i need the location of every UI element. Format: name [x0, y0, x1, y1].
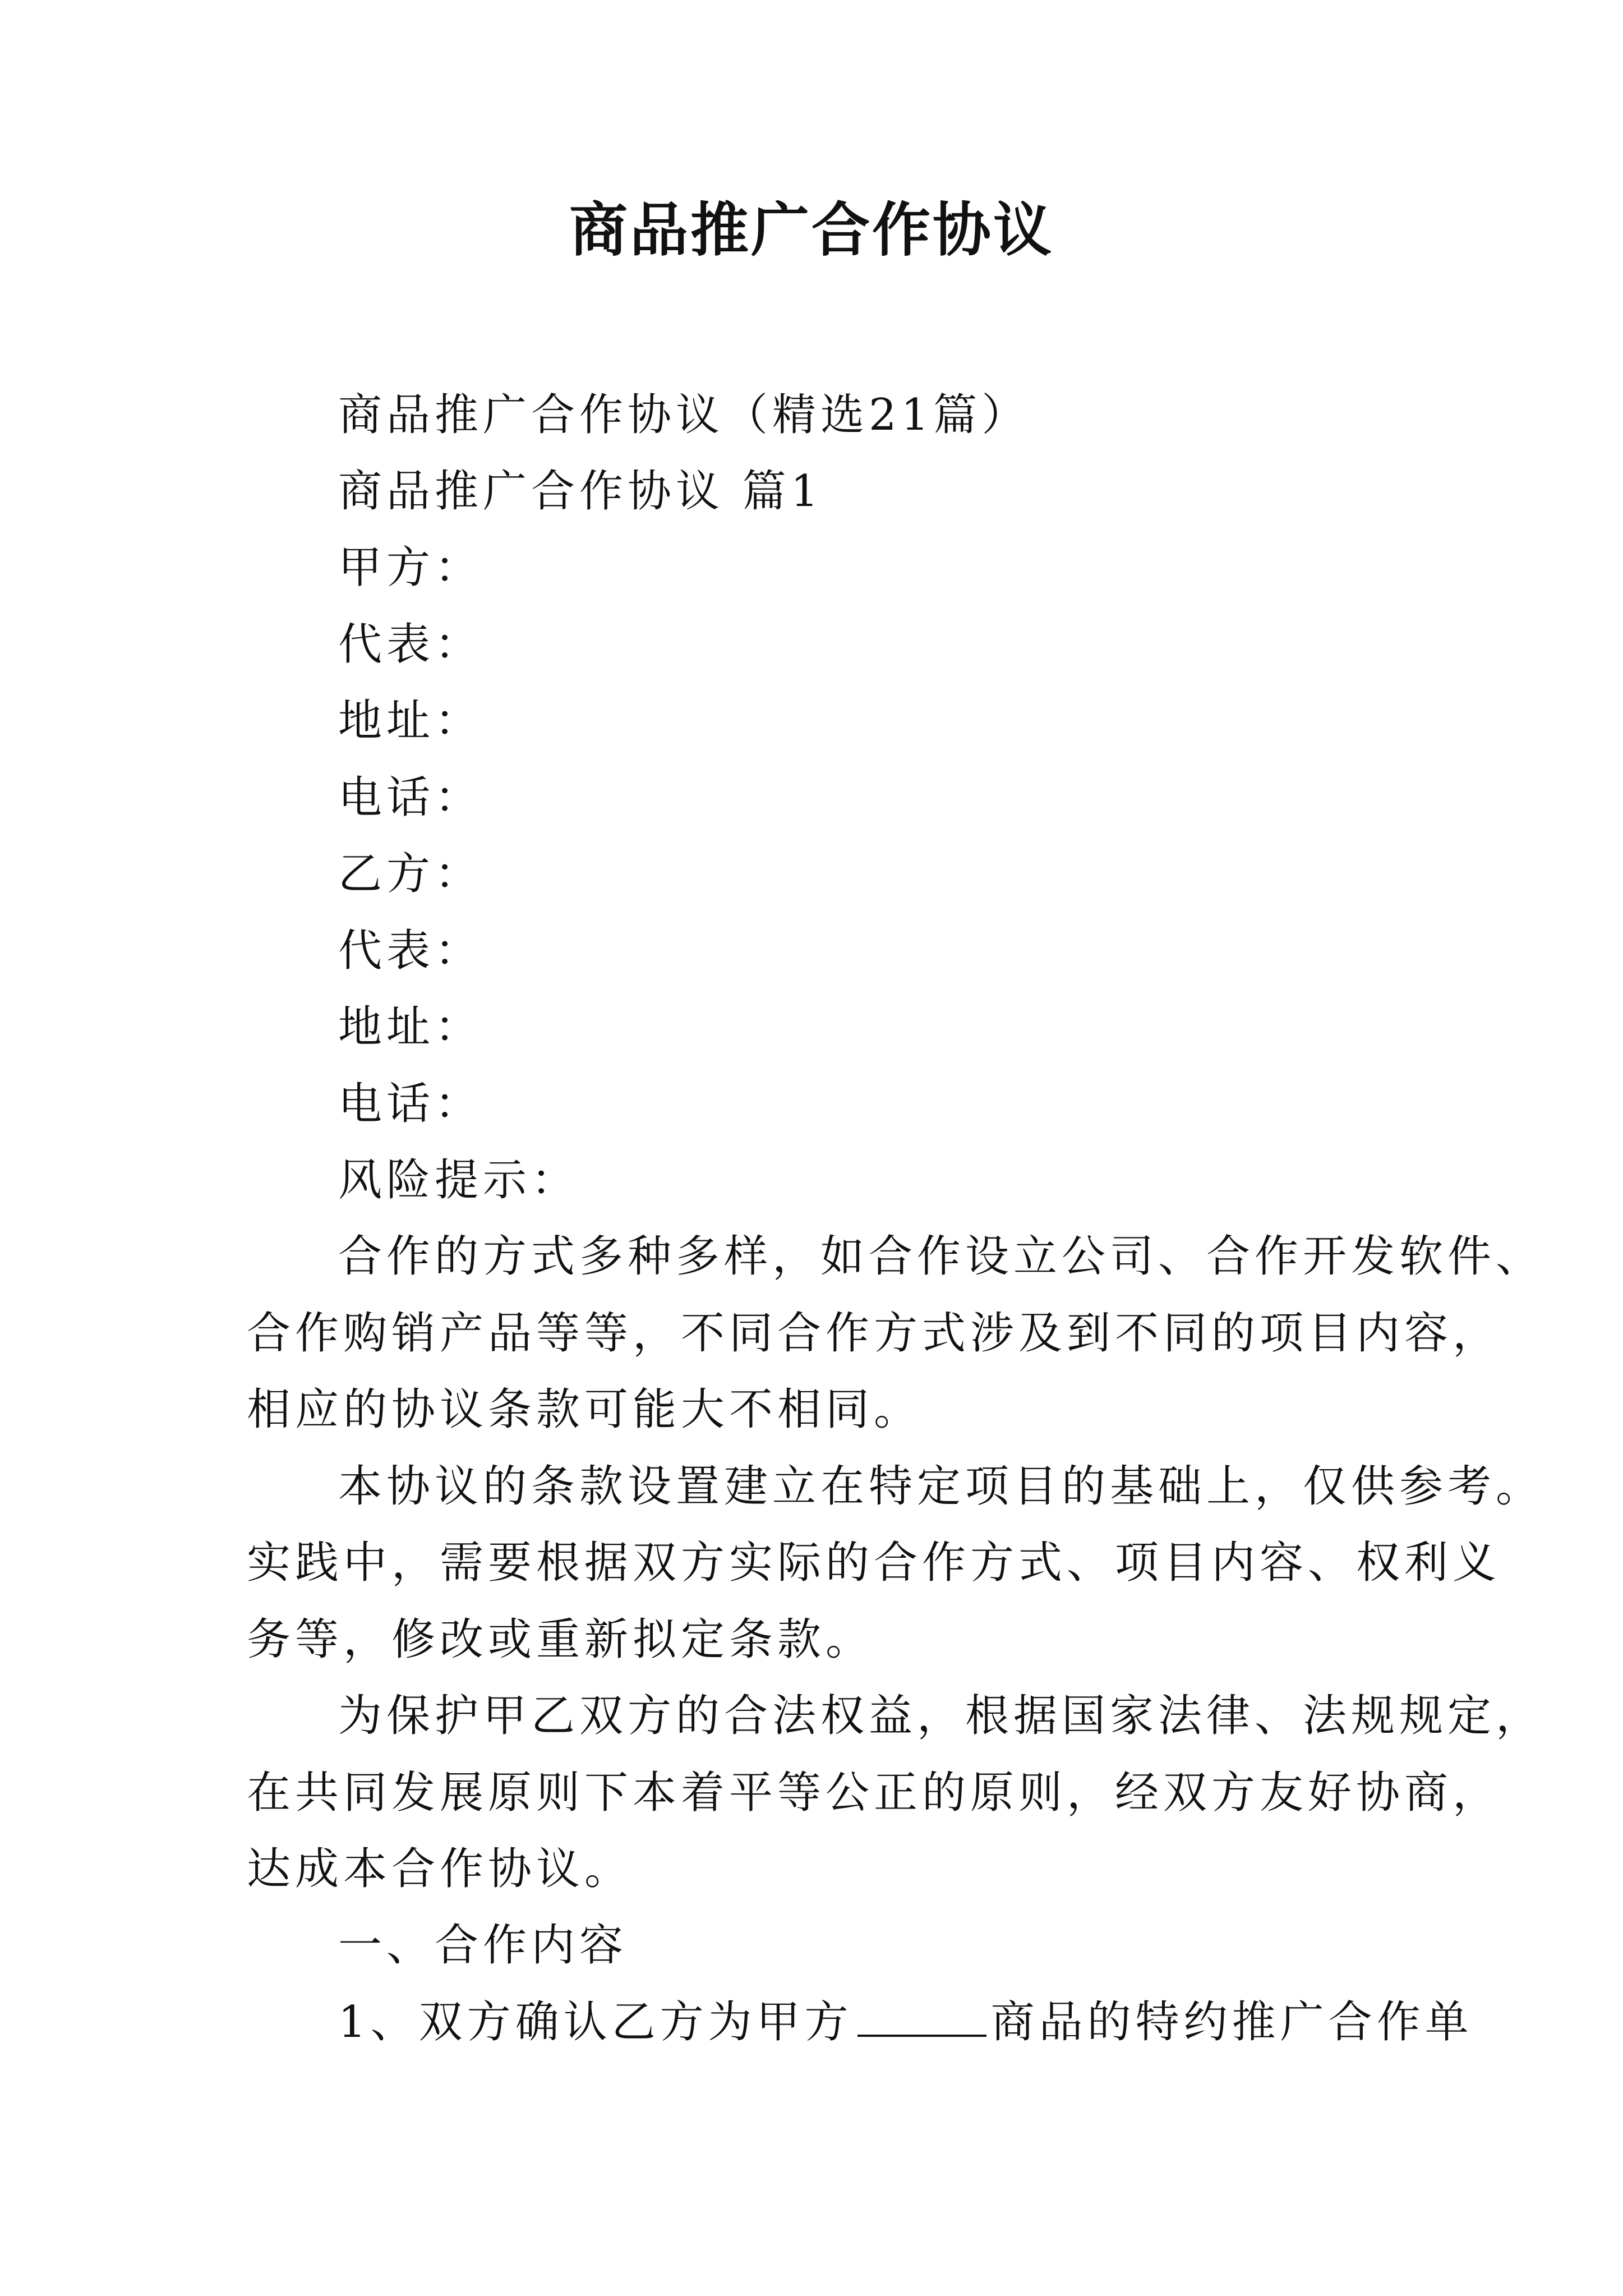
- party-b-representative-label: 代表：: [338, 926, 483, 976]
- party-a-phone-label: 电话：: [338, 772, 483, 823]
- party-b-address-label: 地址：: [338, 1002, 483, 1052]
- section-title: 商品推广合作协议 篇1: [338, 466, 823, 517]
- paragraph-line: 合作的方式多种多样，如合作设立公司、合作开发软件、: [338, 1231, 1544, 1282]
- party-b-phone-label: 电话：: [338, 1079, 483, 1129]
- paragraph-line: 实践中，需要根据双方实际的合作方式、项目内容、权利义: [247, 1538, 1501, 1588]
- document-subtitle: 商品推广合作协议（精选21篇）: [338, 390, 1030, 440]
- paragraph-line: 合作购销产品等等，不同合作方式涉及到不同的项目内容，: [247, 1308, 1501, 1359]
- party-a-representative-label: 代表：: [338, 619, 483, 670]
- document-title: 商品推广合作协议: [569, 195, 1054, 264]
- paragraph-line: 相应的协议条款可能大不相同。: [247, 1384, 923, 1435]
- party-a-address-label: 地址：: [338, 696, 483, 746]
- clause-1-text-after: 商品的特约推广合作单: [990, 1997, 1473, 2047]
- party-b-label: 乙方：: [338, 849, 483, 899]
- clause-1-text-before: 1、双方确认乙方为甲方: [338, 1997, 853, 2047]
- paragraph-line: 本协议的条款设置建立在特定项目的基础上，仅供参考。: [338, 1461, 1544, 1512]
- paragraph-line: 达成本合作协议。: [247, 1844, 633, 1894]
- paragraph-line: 务等，修改或重新拟定条款。: [247, 1614, 874, 1665]
- party-a-label: 甲方：: [338, 542, 483, 593]
- risk-heading: 风险提示：: [338, 1155, 580, 1205]
- clause-heading: 一、合作内容: [338, 1920, 628, 1971]
- fill-in-blank: [857, 2000, 986, 2037]
- paragraph-line: 在共同发展原则下本着平等公正的原则，经双方友好协商，: [247, 1768, 1501, 1818]
- clause-1-line: [338, 1994, 1473, 2050]
- paragraph-line: 为保护甲乙双方的合法权益，根据国家法律、法规规定，: [338, 1691, 1544, 1741]
